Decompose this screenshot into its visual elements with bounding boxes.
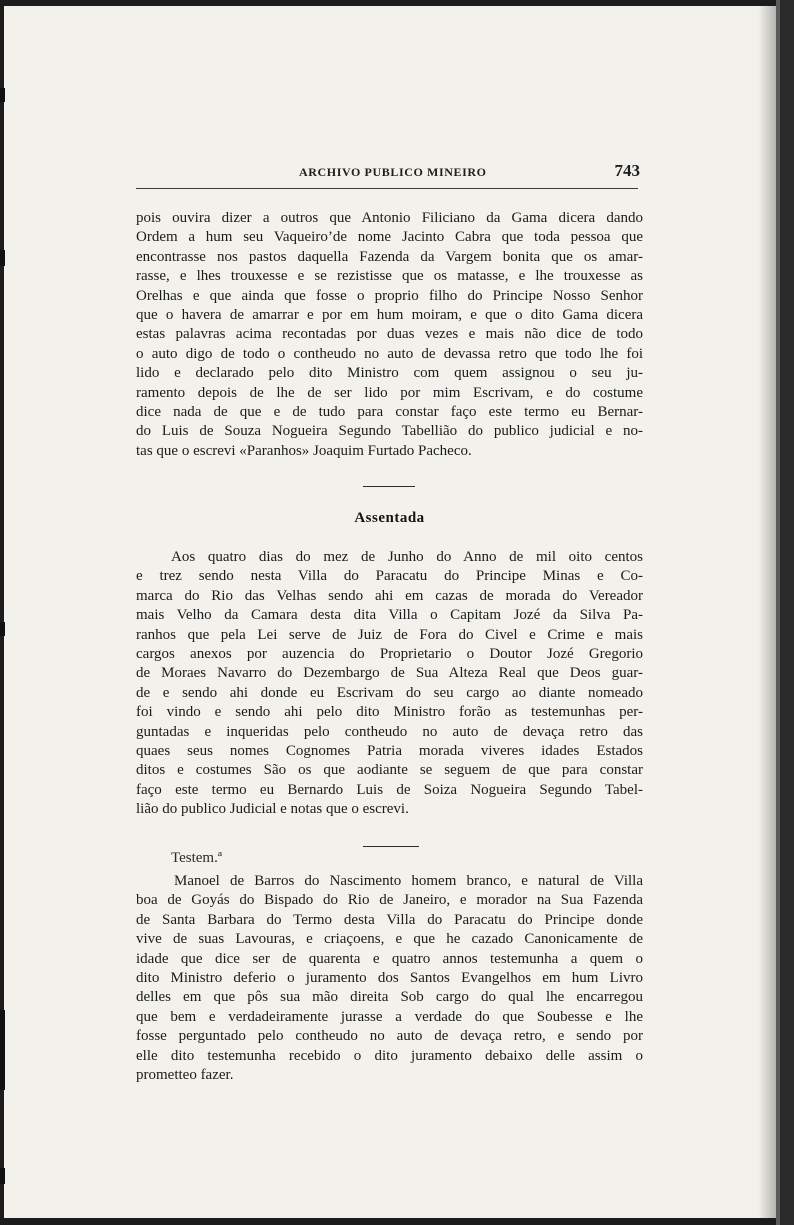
- text-line: Ordem a hum seu Vaqueiro’de nome Jacinto Cabra que toda pessoa que: [136, 229, 643, 246]
- margin-mark: [0, 88, 5, 102]
- margin-mark: [0, 1010, 5, 1090]
- text-line: de Moraes Navarro do Dezembargo de Sua Alteza Real que Deos guar-: [136, 665, 643, 682]
- text-line: elle dito testemunha recebido o dito juramento debaixo delle assim o: [136, 1047, 643, 1064]
- scan-border: [780, 0, 794, 1225]
- text-line: mais Velho da Camara desta dita Villa o Capitam Jozé da Silva Pa-: [136, 607, 643, 624]
- text-line: e trez sendo nesta Villa do Paracatu do Principe Minas e Co-: [136, 568, 643, 585]
- text-line: que bem e verdadeiramente jurasse a verdade do que Soubesse e lhe: [136, 1008, 643, 1025]
- margin-mark: [0, 1168, 5, 1184]
- text-line: estas palavras acima recontadas por duas vezes e mais não dice de todo: [136, 326, 643, 343]
- text-line: marca do Rio das Velhas sendo ahi em cazas de morada do Vereador: [136, 587, 643, 604]
- text-line: idade que dice ser de quarenta e quatro annos testemunha a quem o: [136, 950, 643, 967]
- text-line: Manoel de Barros do Nascimento homem branco, e natural de Villa: [174, 873, 643, 889]
- text-line: foi vindo e sendo ahi pelo dito Ministro forão as testemunhas per-: [136, 704, 643, 721]
- section-heading: Assentada: [354, 510, 425, 526]
- text-line: dice nada de que e de tudo para constar faço este termo eu Bernar-: [136, 404, 643, 421]
- text-line: lião do publico Judicial e notas que o escrevi.: [136, 801, 409, 818]
- text-line: prometteo fazer.: [136, 1067, 234, 1084]
- paragraph-witness: [136, 872, 643, 1085]
- text-line: ditos e costumes São os que aodiante se seguem de que para constar: [136, 762, 643, 779]
- text-line: delles em que pôs sua mão direita Sob cargo do qual lhe encarregou: [136, 989, 643, 1006]
- text-line: que o havera de amarrar e por em hum moiram, e que o dito Gama dicera: [136, 307, 643, 324]
- text-line: lido e declarado pelo dito Ministro com quem assignou o seu ju-: [136, 365, 643, 382]
- text-line: do Luis de Souza Nogueira Segundo Tabellião do publico judicial e no-: [136, 423, 643, 440]
- text-line: guntadas e inqueridas pelo contheudo no auto de devaça retro das: [136, 723, 643, 740]
- text-line: de e sendo ahi donde eu Escrivam do seu cargo ao diante nomeado: [136, 684, 643, 701]
- margin-mark: [0, 250, 5, 266]
- text-line: dito Ministro deferio o juramento dos Santos Evangelhos em hum Livro: [136, 970, 643, 987]
- witness-label: Testem.ª: [171, 850, 222, 866]
- section-divider: [363, 486, 415, 487]
- text-line: cargos anexos por auzencia do Proprietario o Doutor Jozé Gregorio: [136, 646, 643, 663]
- spine-shadow: [758, 6, 776, 1218]
- text-line: pois ouvira dizer a outros que Antonio Filiciano da Gama dicera dando: [136, 210, 643, 226]
- text-line: ranhos que pela Lei serve de Juiz de Fora do Civel e Crime e mais: [136, 626, 643, 643]
- text-line: encontrasse nos pastos daquella Fazenda da Vargem bonita que os amar-: [136, 248, 643, 265]
- text-line: faço este termo eu Bernardo Luis de Soiza Nogueira Segundo Tabel-: [136, 781, 643, 798]
- paragraph-continuation: [136, 209, 643, 461]
- running-title: ARCHIVO PUBLICO MINEIRO: [299, 165, 487, 179]
- text-line: Aos quatro dias do mez de Junho do Anno de mil oito centos: [171, 549, 643, 565]
- text-line: vive de suas Lavouras, e criaçoens, e que he cazado Canonicamente de: [136, 931, 643, 948]
- text-line: fosse perguntado pelo contheudo no auto de devaça retro, e sendo por: [136, 1028, 643, 1045]
- text-line: tas que o escrevi «Paranhos» Joaquim Furtado Pacheco.: [136, 442, 472, 459]
- page-number: 743: [614, 161, 640, 180]
- text-line: de Santa Barbara do Termo desta Villa do Paracatu do Principe donde: [136, 911, 643, 928]
- paragraph-assentada: [136, 548, 643, 820]
- section-divider: [363, 846, 419, 847]
- text-line: rasse, e lhes trouxesse e se rezistisse que os matasse, e lhe trouxesse as: [136, 268, 643, 285]
- text-line: boa de Goyás do Bispado do Rio de Janeiro, e morador na Sua Fazenda: [136, 892, 643, 909]
- header-rule: [136, 188, 638, 189]
- margin-mark: [0, 622, 5, 636]
- text-line: quaes seus nomes Cognomes Patria morada viveres idades Estados: [136, 743, 643, 760]
- text-line: ramento depois de lhe de ser lido por mim Escrivam, e do costume: [136, 384, 643, 401]
- running-header: [136, 161, 644, 183]
- text-line: o auto digo de todo o contheudo no auto de devassa retro que todo lhe foi: [136, 345, 643, 362]
- text-line: Orelhas e que ainda que fosse o proprio filho do Principe Nosso Senhor: [136, 287, 643, 304]
